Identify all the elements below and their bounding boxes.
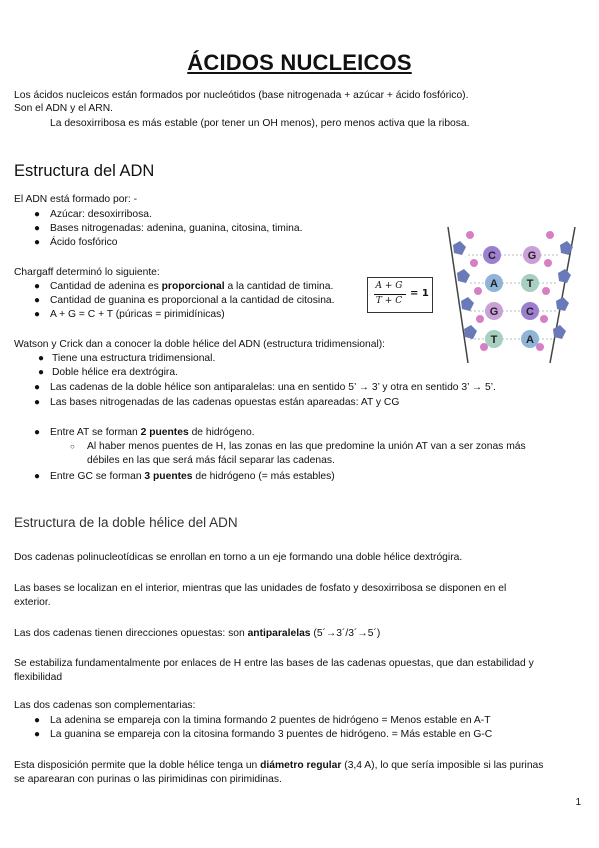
dna-base-label: T [490, 334, 498, 346]
component-item: Ácido fosfórico [50, 237, 118, 248]
dna-base-label: A [490, 278, 498, 290]
bullet-icon: ● [34, 397, 41, 408]
helix-paragraph-4: Se estabiliza fundamentalmente por enlaces de H entre las bases de las cadenas opuestas, que dan estabilidad y [14, 658, 534, 669]
formula-bar [374, 294, 406, 295]
bullet-icon: ● [38, 353, 45, 364]
intro-line-2: Son el ADN y el ARN. [14, 103, 114, 114]
dna-base-label: A [526, 334, 534, 346]
bridges-item: Entre AT se forman 2 puentes de hidrógeno. [50, 427, 255, 438]
page-title: ÁCIDOS NUCLEICOS [187, 50, 412, 75]
sub-bullet-line: débiles en las que será más fácil separar las cadenas. [87, 455, 335, 466]
chargaff-intro: Chargaff determinó lo siguiente: [14, 267, 160, 278]
dna-base-label: C [488, 250, 496, 262]
chargaff-item: Cantidad de adenina es proporcional a la cantidad de timina. [50, 281, 334, 292]
helix-paragraph-5: Las dos cadenas son complementarias: [14, 700, 196, 711]
helix-paragraph-1: Dos cadenas polinucleotídicas se enrollan en torno a un eje formando una doble hélice dextrógira. [14, 552, 463, 563]
watson-intro: Watson y Crick dan a conocer la doble hélice del ADN (estructura tridimensional): [14, 339, 386, 350]
helix-paragraph-6: Esta disposición permite que la doble hélice tenga un diámetro regular (3,4 A), lo que sería imposible si las purinas [14, 760, 544, 771]
page-number: 1 [575, 797, 581, 808]
watson-item: Las bases nitrogenadas de las cadenas opuestas están apareadas: AT y CG [50, 397, 400, 408]
bullet-icon: ● [34, 309, 41, 320]
bullet-icon: ● [34, 471, 41, 482]
watson-item: Tiene una estructura tridimensional. [52, 353, 216, 364]
watson-item: Doble hélice era dextrógira. [52, 367, 178, 378]
bullet-icon: ● [34, 715, 41, 726]
dna-base-label: G [527, 250, 537, 262]
chargaff-item: Cantidad de guanina es proporcional a la cantidad de citosina. [50, 295, 335, 306]
bullet-icon: ● [34, 729, 41, 740]
bullet-icon: ● [34, 281, 41, 292]
section-heading-adn: Estructura del ADN [14, 162, 155, 180]
bullet-icon: ● [34, 427, 41, 438]
helix-paragraph-2b: exterior. [14, 597, 51, 608]
component-item: Bases nitrogenadas: adenina, guanina, citosina, timina. [50, 223, 303, 234]
watson-item: Las cadenas de la doble hélice son antiparalelas: una en sentido 5’ → 3’ y otra en sentido 3’ → 5’. [50, 382, 496, 393]
formula-result: = 1 [410, 288, 429, 299]
helix-paragraph-4b: flexibilidad [14, 672, 63, 683]
complementary-item: La guanina se empareja con la citosina formando 3 puentes de hidrógeno. = Más estable en G-C [50, 729, 493, 740]
bridges-item: Entre GC se forman 3 puentes de hidrógeno (= más estables) [50, 471, 335, 482]
dna-base-label: C [526, 306, 534, 318]
dna-illustration [440, 225, 580, 365]
bullet-icon: ● [34, 382, 41, 393]
helix-paragraph-6b: se aparearan con purinas o las pirimidinas con pirimidinas. [14, 774, 282, 785]
chargaff-formula [367, 277, 433, 313]
dna-base-label: T [526, 278, 534, 290]
chargaff-item: A + G = C + T (púricas = pirimidínicas) [50, 309, 225, 320]
circle-bullet-icon: ○ [70, 442, 75, 451]
bullet-icon: ● [34, 223, 41, 234]
component-item: Azúcar: desoxirribosa. [50, 209, 152, 220]
formed-by-text: El ADN está formado por: - [14, 194, 138, 205]
bullet-icon: ● [34, 295, 41, 306]
helix-paragraph-3: Las dos cadenas tienen direcciones opuestas: son antiparalelas (5´→3´/3´→5´) [14, 628, 381, 639]
section-heading-helix: Estructura de la doble hélice del ADN [14, 515, 238, 530]
bullet-icon: ● [34, 209, 41, 220]
formula-denominator: T + C [375, 296, 403, 306]
intro-line-1: Los ácidos nucleicos están formados por nucleótidos (base nitrogenada + azúcar + ácido fosfórico). [14, 90, 469, 101]
sub-bullet-line: Al haber menos puentes de H, las zonas en las que predomine la unión AT van a ser zonas más [87, 441, 526, 452]
helix-paragraph-2: Las bases se localizan en el interior, mientras que las unidades de fosfato y desoxirribosa se disponen en el [14, 583, 507, 594]
dna-base-label: G [489, 306, 499, 318]
formula-numerator: A + G [375, 281, 403, 291]
bullet-icon: ● [38, 367, 45, 378]
intro-line-3: La desoxirribosa es más estable (por tener un OH menos), pero menos activa que la ribosa. [50, 118, 470, 129]
complementary-item: La adenina se empareja con la timina formando 2 puentes de hidrógeno = Menos estable en A-T [50, 715, 491, 726]
bullet-icon: ● [34, 237, 41, 248]
